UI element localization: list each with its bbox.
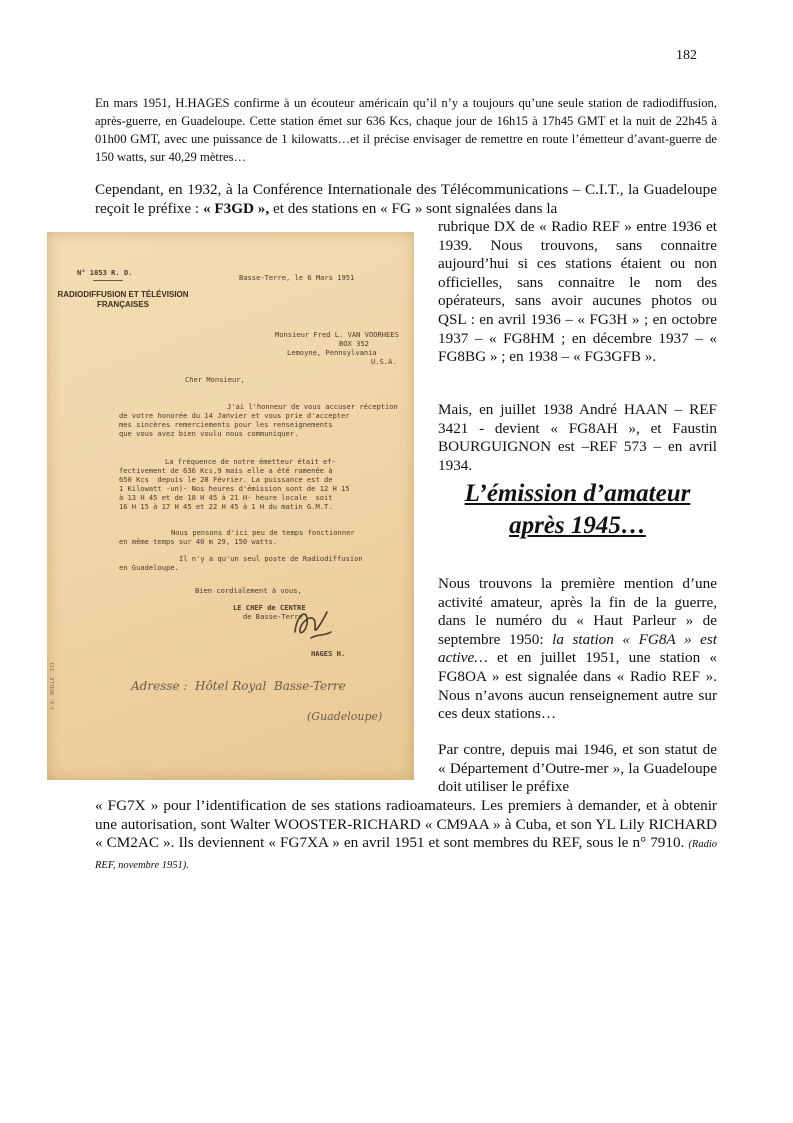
letter-ref-number: N° 1053 R. D. — [77, 268, 133, 277]
letter-body-line: Nous pensons d'ici peu de temps fonctionner — [171, 528, 355, 537]
letter-body-line: 1 Kilowatt -un)- Nos heures d'émission sont de 12 H 15 — [119, 484, 350, 493]
letter-signature-name: HAGES H. — [311, 649, 346, 658]
paragraph-dom-status: Par contre, depuis mai 1946, et son statut de « Département d’Outre-mer », la Guadeloupe doit utiliser le préfixe — [438, 741, 717, 796]
heading-line-1: L’émission d’amateur — [464, 480, 691, 507]
letter-ref-rule — [93, 280, 123, 281]
activity-text-start: Nous trouvons la première mention d’une activité amateur, après la fin de la guerre, dans le numéro du « Haut Parleur » de septembre 1950: — [438, 575, 717, 648]
letter-body-line: en même temps sur 40 m 29, 150 watts. — [119, 537, 278, 546]
signature-icon — [287, 598, 337, 648]
activity-text-italic: la station « FG8A » est active… — [438, 630, 717, 667]
activity-text-end: et en juillet 1951, une station « FG8OA » est signalée dans « Radio REF ». Nous n’avons aucun renseignement autre sur ces deux stations… — [438, 649, 717, 723]
prefix-f3gd: « F3GD », — [202, 199, 270, 217]
scanned-letter-image — [47, 232, 414, 780]
section-heading — [438, 478, 717, 542]
letter-body-line: que vous avez bien voulu nous communiquer. — [119, 429, 299, 438]
letter-closing: Bien cordialement à vous, — [195, 586, 302, 595]
paragraph-fg7x — [95, 797, 717, 875]
letter-body-line: de votre honorée du 14 Janvier et vous prie d'accepter — [119, 411, 350, 420]
letter-body-line: J'ai l'honneur de vous accuser réception — [227, 402, 398, 411]
cit-text-end: et des stations en « FG » sont signalées dans la — [269, 199, 558, 217]
letter-body-line: à 13 H 45 et de 18 H 45 à 21 H- heure locale soit — [119, 493, 333, 502]
letter-body-line: 16 H 15 à 17 H 45 et 22 H 45 à 1 H du matin G.M.T. — [119, 502, 333, 511]
cit-text: Cependant, en 1932, à la Conférence Internationale des Télécommunications – C.I.T., la Guadeloupe reçoit le préfixe : — [95, 181, 717, 217]
letter-org-line-2: FRANÇAISES — [96, 300, 149, 309]
letter-org-line-1: RADIODIFFUSION ET TÉLÉVISION — [57, 290, 189, 299]
letter-addressee-2: BOX 352 — [339, 339, 369, 348]
handwritten-address: Hôtel Royal Basse-Terre — [195, 679, 346, 693]
letter-body-line: Il n'y a qu'un seul poste de Radiodiffusion — [179, 554, 363, 563]
source-citation: (Radio REF, novembre 1951). — [95, 839, 718, 871]
letter-body-line: La fréquence de notre émetteur était ef- — [165, 457, 336, 466]
paragraph-cit-prefix — [95, 181, 717, 218]
fg7x-text: « FG7X » pour l’identification de ses stations radioamateurs. Les premiers à demander, et à obtenir une autorisation, sont Walter WOOSTER-RICHARD « CM9AA » à Cuba, et son YL Lily RICHARD « CM2AC ». Ils deviennent « FG7XA » en avril 1951 et sont membres du REF, sous le n° 7910. — [95, 797, 717, 852]
letter-signature-title-2: de Basse-Terre — [243, 612, 303, 621]
letter-addressee-3: Lemoyne, Pennsylvania — [287, 348, 377, 357]
letter-addressee-1: Monsieur Fred L. VAN VOORHEES — [275, 330, 399, 339]
letter-body-line: en Guadeloupe. — [119, 563, 179, 572]
letter-margin-print: J.A. NOILLE. 171 — [50, 662, 56, 711]
handwritten-address-label: Adresse : — [131, 679, 188, 693]
letter-body-line: 650 Kcs depuis le 28 Février. La puissance est de — [119, 475, 333, 484]
paragraph-first-activity — [438, 575, 717, 724]
letter-body-line: mes sincères remerciements pour les renseignements — [119, 420, 333, 429]
page-number: 182 — [676, 48, 697, 63]
letter-body-line: fectivement de 636 Kcs,9 mais elle a été ramenée à — [119, 466, 333, 475]
heading-line-2: après 1945… — [509, 512, 646, 539]
paragraph-fg8ah: Mais, en juillet 1938 André HAAN – REF 3421 - devient « FG8AH », et Faustin BOURGUIGNON est –REF 573 – en avril 1934. — [438, 401, 717, 474]
letter-addressee-4: U.S.A. — [371, 357, 397, 366]
intro-paragraph: En mars 1951, H.HAGES confirme à un écouteur américain qu’il n’y a toujours qu’une seule station de radiodiffusion, après-guerre, en Guadeloupe. Cette station émet sur 636 Kcs, chaque jour de 16h15 à 17h45 GMT et la nuit de 22h45 à 01h00 GMT, avec une puissance de 1 kilowatts…et il précise envisager de remettre en route l’émetteur d’avant-guerre de 150 watts, sur 40,29 mètres… — [95, 96, 717, 164]
letter-org-name — [53, 290, 193, 310]
letter-place-date: Basse-Terre, le 6 Mars 1951 — [239, 273, 355, 282]
letter-salutation: Cher Monsieur, — [185, 375, 245, 384]
paragraph-dx-stations: rubrique DX de « Radio REF » entre 1936 et 1939. Nous trouvons, sans connaitre aujourd’hui si ces stations étaient ou non officielles, sans connaitre le nom des opérateurs, sans avoir aucunes photos ou QSL : en avril 1936 – « FG3H » ; en octobre 1937 – « FG8HM ; en décembre 1937 – « FG8BG » ; en 1938 – « FG3GFB ». — [438, 218, 717, 366]
letter-signature-title-1: LE CHEF de CENTRE — [233, 603, 306, 612]
handwritten-region: (Guadeloupe) — [307, 710, 383, 723]
